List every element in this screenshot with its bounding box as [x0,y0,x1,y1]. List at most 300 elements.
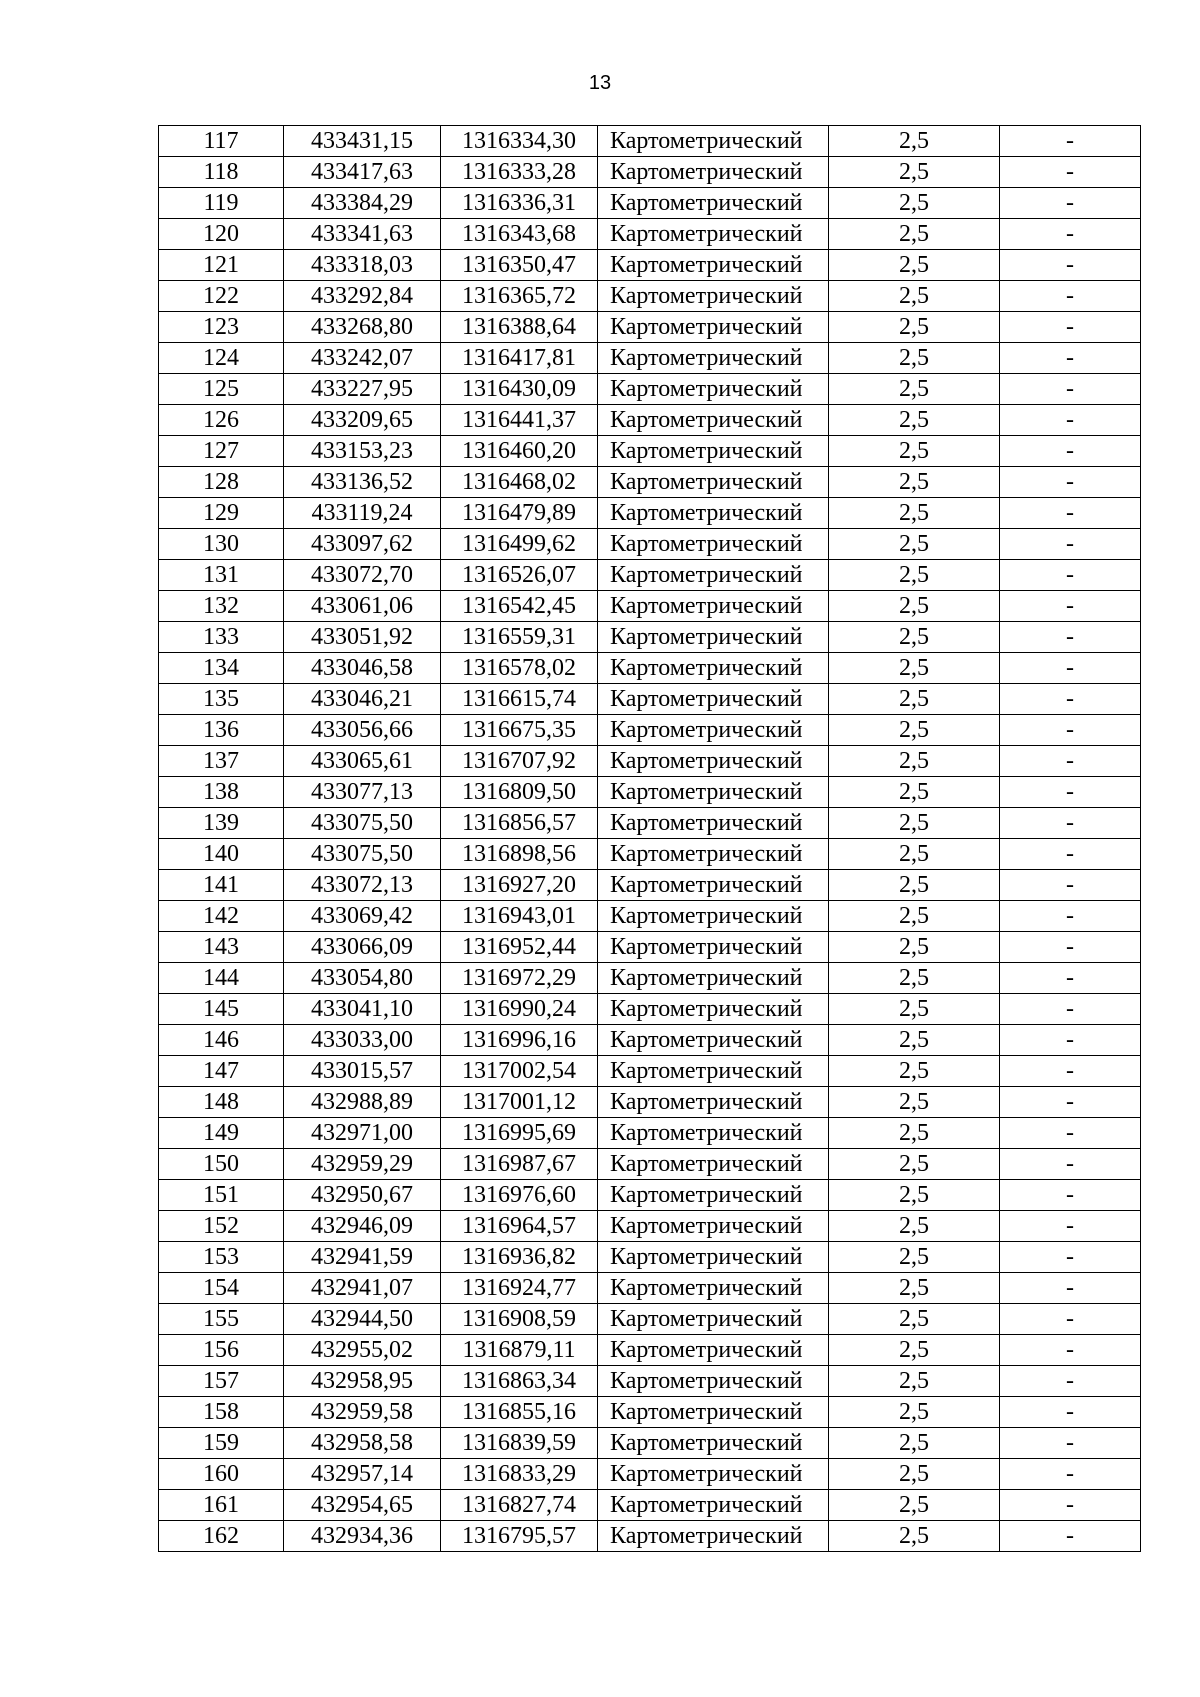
x-coordinate-cell: 433242,07 [284,343,441,374]
table-row [159,126,1141,157]
table-row [159,436,1141,467]
description-cell: - [1000,1459,1141,1490]
y-coordinate-cell: 1316879,11 [441,1335,598,1366]
x-coordinate-cell: 432934,36 [284,1521,441,1552]
x-coordinate-cell: 433097,62 [284,529,441,560]
accuracy-cell: 2,5 [829,250,1000,281]
accuracy-cell: 2,5 [829,436,1000,467]
accuracy-cell: 2,5 [829,1087,1000,1118]
table-row [159,1087,1141,1118]
point-number-cell: 118 [159,157,284,188]
method-cell: Картометрический [598,250,829,281]
x-coordinate-cell: 433292,84 [284,281,441,312]
point-number-cell: 126 [159,405,284,436]
y-coordinate-cell: 1316863,34 [441,1366,598,1397]
x-coordinate-cell: 433075,50 [284,808,441,839]
table-row [159,188,1141,219]
point-number-cell: 161 [159,1490,284,1521]
description-cell: - [1000,901,1141,932]
accuracy-cell: 2,5 [829,932,1000,963]
table-row [159,1521,1141,1552]
description-cell: - [1000,684,1141,715]
description-cell: - [1000,622,1141,653]
table-row [159,1149,1141,1180]
y-coordinate-cell: 1316952,44 [441,932,598,963]
accuracy-cell: 2,5 [829,281,1000,312]
point-number-cell: 141 [159,870,284,901]
accuracy-cell: 2,5 [829,963,1000,994]
point-number-cell: 131 [159,560,284,591]
table-row [159,777,1141,808]
x-coordinate-cell: 432954,65 [284,1490,441,1521]
description-cell: - [1000,591,1141,622]
accuracy-cell: 2,5 [829,467,1000,498]
point-number-cell: 119 [159,188,284,219]
x-coordinate-cell: 433056,66 [284,715,441,746]
y-coordinate-cell: 1316990,24 [441,994,598,1025]
accuracy-cell: 2,5 [829,219,1000,250]
point-number-cell: 159 [159,1428,284,1459]
description-cell: - [1000,188,1141,219]
x-coordinate-cell: 433341,63 [284,219,441,250]
method-cell: Картометрический [598,622,829,653]
point-number-cell: 127 [159,436,284,467]
point-number-cell: 124 [159,343,284,374]
method-cell: Картометрический [598,1459,829,1490]
point-number-cell: 129 [159,498,284,529]
description-cell: - [1000,1428,1141,1459]
y-coordinate-cell: 1316964,57 [441,1211,598,1242]
y-coordinate-cell: 1316334,30 [441,126,598,157]
description-cell: - [1000,653,1141,684]
accuracy-cell: 2,5 [829,1118,1000,1149]
point-number-cell: 156 [159,1335,284,1366]
point-number-cell: 140 [159,839,284,870]
table-row [159,1459,1141,1490]
y-coordinate-cell: 1316559,31 [441,622,598,653]
description-cell: - [1000,498,1141,529]
y-coordinate-cell: 1316542,45 [441,591,598,622]
accuracy-cell: 2,5 [829,312,1000,343]
y-coordinate-cell: 1316987,67 [441,1149,598,1180]
table-row [159,901,1141,932]
table-row [159,1366,1141,1397]
method-cell: Картометрический [598,188,829,219]
accuracy-cell: 2,5 [829,715,1000,746]
table-row [159,1118,1141,1149]
table-row [159,591,1141,622]
method-cell: Картометрический [598,684,829,715]
description-cell: - [1000,560,1141,591]
point-number-cell: 149 [159,1118,284,1149]
method-cell: Картометрический [598,1211,829,1242]
coordinates-table [158,125,1141,1552]
point-number-cell: 144 [159,963,284,994]
table-row [159,529,1141,560]
method-cell: Картометрический [598,901,829,932]
x-coordinate-cell: 433069,42 [284,901,441,932]
table-row [159,1211,1141,1242]
page-number: 13 [588,72,612,94]
accuracy-cell: 2,5 [829,1490,1000,1521]
point-number-cell: 122 [159,281,284,312]
method-cell: Картометрический [598,653,829,684]
accuracy-cell: 2,5 [829,777,1000,808]
y-coordinate-cell: 1316795,57 [441,1521,598,1552]
description-cell: - [1000,1242,1141,1273]
table-row [159,963,1141,994]
method-cell: Картометрический [598,839,829,870]
description-cell: - [1000,1056,1141,1087]
point-number-cell: 154 [159,1273,284,1304]
x-coordinate-cell: 432988,89 [284,1087,441,1118]
description-cell: - [1000,994,1141,1025]
point-number-cell: 155 [159,1304,284,1335]
table-row [159,1397,1141,1428]
x-coordinate-cell: 433015,57 [284,1056,441,1087]
description-cell: - [1000,1273,1141,1304]
method-cell: Картометрический [598,963,829,994]
accuracy-cell: 2,5 [829,157,1000,188]
table-row [159,1025,1141,1056]
x-coordinate-cell: 432971,00 [284,1118,441,1149]
x-coordinate-cell: 433065,61 [284,746,441,777]
x-coordinate-cell: 433268,80 [284,312,441,343]
x-coordinate-cell: 432958,58 [284,1428,441,1459]
accuracy-cell: 2,5 [829,746,1000,777]
accuracy-cell: 2,5 [829,498,1000,529]
y-coordinate-cell: 1316350,47 [441,250,598,281]
point-number-cell: 152 [159,1211,284,1242]
accuracy-cell: 2,5 [829,839,1000,870]
x-coordinate-cell: 432944,50 [284,1304,441,1335]
table-row [159,1428,1141,1459]
method-cell: Картометрический [598,1180,829,1211]
table-row [159,1180,1141,1211]
y-coordinate-cell: 1316855,16 [441,1397,598,1428]
x-coordinate-cell: 433033,00 [284,1025,441,1056]
x-coordinate-cell: 433072,70 [284,560,441,591]
point-number-cell: 136 [159,715,284,746]
x-coordinate-cell: 432958,95 [284,1366,441,1397]
accuracy-cell: 2,5 [829,994,1000,1025]
y-coordinate-cell: 1316707,92 [441,746,598,777]
x-coordinate-cell: 432959,29 [284,1149,441,1180]
description-cell: - [1000,157,1141,188]
y-coordinate-cell: 1316417,81 [441,343,598,374]
method-cell: Картометрический [598,994,829,1025]
table-row [159,684,1141,715]
method-cell: Картометрический [598,1056,829,1087]
accuracy-cell: 2,5 [829,1521,1000,1552]
method-cell: Картометрический [598,932,829,963]
description-cell: - [1000,219,1141,250]
point-number-cell: 125 [159,374,284,405]
x-coordinate-cell: 432941,59 [284,1242,441,1273]
y-coordinate-cell: 1316827,74 [441,1490,598,1521]
point-number-cell: 158 [159,1397,284,1428]
y-coordinate-cell: 1316924,77 [441,1273,598,1304]
table-row [159,1056,1141,1087]
accuracy-cell: 2,5 [829,870,1000,901]
method-cell: Картометрический [598,219,829,250]
description-cell: - [1000,1397,1141,1428]
description-cell: - [1000,1490,1141,1521]
method-cell: Картометрический [598,808,829,839]
accuracy-cell: 2,5 [829,1056,1000,1087]
description-cell: - [1000,1118,1141,1149]
y-coordinate-cell: 1316526,07 [441,560,598,591]
x-coordinate-cell: 432957,14 [284,1459,441,1490]
accuracy-cell: 2,5 [829,1459,1000,1490]
accuracy-cell: 2,5 [829,188,1000,219]
y-coordinate-cell: 1316479,89 [441,498,598,529]
method-cell: Картометрический [598,1304,829,1335]
y-coordinate-cell: 1316976,60 [441,1180,598,1211]
table-row [159,1304,1141,1335]
x-coordinate-cell: 433227,95 [284,374,441,405]
y-coordinate-cell: 1316441,37 [441,405,598,436]
coordinates-table-body [159,126,1141,1552]
method-cell: Картометрический [598,1366,829,1397]
point-number-cell: 134 [159,653,284,684]
y-coordinate-cell: 1316675,35 [441,715,598,746]
x-coordinate-cell: 433417,63 [284,157,441,188]
method-cell: Картометрический [598,467,829,498]
method-cell: Картометрический [598,560,829,591]
y-coordinate-cell: 1316578,02 [441,653,598,684]
method-cell: Картометрический [598,591,829,622]
accuracy-cell: 2,5 [829,591,1000,622]
point-number-cell: 147 [159,1056,284,1087]
description-cell: - [1000,715,1141,746]
method-cell: Картометрический [598,529,829,560]
description-cell: - [1000,808,1141,839]
accuracy-cell: 2,5 [829,560,1000,591]
method-cell: Картометрический [598,1521,829,1552]
description-cell: - [1000,777,1141,808]
y-coordinate-cell: 1316615,74 [441,684,598,715]
method-cell: Картометрический [598,1490,829,1521]
point-number-cell: 138 [159,777,284,808]
method-cell: Картометрический [598,1397,829,1428]
method-cell: Картометрический [598,374,829,405]
y-coordinate-cell: 1317001,12 [441,1087,598,1118]
y-coordinate-cell: 1316388,64 [441,312,598,343]
accuracy-cell: 2,5 [829,1304,1000,1335]
x-coordinate-cell: 433153,23 [284,436,441,467]
y-coordinate-cell: 1316972,29 [441,963,598,994]
method-cell: Картометрический [598,157,829,188]
x-coordinate-cell: 433046,58 [284,653,441,684]
table-row [159,839,1141,870]
x-coordinate-cell: 433077,13 [284,777,441,808]
accuracy-cell: 2,5 [829,529,1000,560]
table-row [159,560,1141,591]
accuracy-cell: 2,5 [829,1025,1000,1056]
table-row [159,1273,1141,1304]
accuracy-cell: 2,5 [829,1180,1000,1211]
y-coordinate-cell: 1316927,20 [441,870,598,901]
method-cell: Картометрический [598,1335,829,1366]
y-coordinate-cell: 1316343,68 [441,219,598,250]
method-cell: Картометрический [598,1025,829,1056]
description-cell: - [1000,281,1141,312]
description-cell: - [1000,932,1141,963]
y-coordinate-cell: 1316833,29 [441,1459,598,1490]
x-coordinate-cell: 433072,13 [284,870,441,901]
description-cell: - [1000,1025,1141,1056]
point-number-cell: 162 [159,1521,284,1552]
description-cell: - [1000,963,1141,994]
accuracy-cell: 2,5 [829,1149,1000,1180]
x-coordinate-cell: 433041,10 [284,994,441,1025]
description-cell: - [1000,1149,1141,1180]
point-number-cell: 146 [159,1025,284,1056]
method-cell: Картометрический [598,870,829,901]
accuracy-cell: 2,5 [829,653,1000,684]
description-cell: - [1000,1180,1141,1211]
method-cell: Картометрический [598,126,829,157]
x-coordinate-cell: 433054,80 [284,963,441,994]
x-coordinate-cell: 432950,67 [284,1180,441,1211]
x-coordinate-cell: 433051,92 [284,622,441,653]
y-coordinate-cell: 1316499,62 [441,529,598,560]
x-coordinate-cell: 433075,50 [284,839,441,870]
method-cell: Картометрический [598,1242,829,1273]
accuracy-cell: 2,5 [829,1428,1000,1459]
table-row [159,1242,1141,1273]
table-row [159,281,1141,312]
y-coordinate-cell: 1316460,20 [441,436,598,467]
table-row [159,808,1141,839]
y-coordinate-cell: 1316365,72 [441,281,598,312]
point-number-cell: 137 [159,746,284,777]
description-cell: - [1000,1521,1141,1552]
x-coordinate-cell: 433066,09 [284,932,441,963]
y-coordinate-cell: 1316936,82 [441,1242,598,1273]
accuracy-cell: 2,5 [829,126,1000,157]
description-cell: - [1000,529,1141,560]
description-cell: - [1000,343,1141,374]
description-cell: - [1000,870,1141,901]
point-number-cell: 135 [159,684,284,715]
description-cell: - [1000,312,1141,343]
description-cell: - [1000,374,1141,405]
method-cell: Картометрический [598,1149,829,1180]
description-cell: - [1000,839,1141,870]
y-coordinate-cell: 1316430,09 [441,374,598,405]
y-coordinate-cell: 1317002,54 [441,1056,598,1087]
description-cell: - [1000,1304,1141,1335]
point-number-cell: 148 [159,1087,284,1118]
y-coordinate-cell: 1316333,28 [441,157,598,188]
x-coordinate-cell: 433318,03 [284,250,441,281]
point-number-cell: 151 [159,1180,284,1211]
table-row [159,715,1141,746]
x-coordinate-cell: 433046,21 [284,684,441,715]
x-coordinate-cell: 432959,58 [284,1397,441,1428]
accuracy-cell: 2,5 [829,1273,1000,1304]
point-number-cell: 130 [159,529,284,560]
method-cell: Картометрический [598,746,829,777]
description-cell: - [1000,405,1141,436]
method-cell: Картометрический [598,1118,829,1149]
table-row [159,622,1141,653]
method-cell: Картометрический [598,715,829,746]
x-coordinate-cell: 433431,15 [284,126,441,157]
description-cell: - [1000,126,1141,157]
point-number-cell: 142 [159,901,284,932]
table-row [159,467,1141,498]
table-row [159,1490,1141,1521]
accuracy-cell: 2,5 [829,1397,1000,1428]
y-coordinate-cell: 1316468,02 [441,467,598,498]
accuracy-cell: 2,5 [829,622,1000,653]
method-cell: Картометрический [598,498,829,529]
table-row [159,343,1141,374]
x-coordinate-cell: 433209,65 [284,405,441,436]
point-number-cell: 139 [159,808,284,839]
table-row [159,374,1141,405]
point-number-cell: 128 [159,467,284,498]
x-coordinate-cell: 433119,24 [284,498,441,529]
table-row [159,932,1141,963]
y-coordinate-cell: 1316809,50 [441,777,598,808]
accuracy-cell: 2,5 [829,901,1000,932]
table-row [159,994,1141,1025]
method-cell: Картометрический [598,312,829,343]
x-coordinate-cell: 433061,06 [284,591,441,622]
method-cell: Картометрический [598,343,829,374]
y-coordinate-cell: 1316856,57 [441,808,598,839]
y-coordinate-cell: 1316996,16 [441,1025,598,1056]
accuracy-cell: 2,5 [829,684,1000,715]
method-cell: Картометрический [598,1428,829,1459]
table-row [159,870,1141,901]
point-number-cell: 123 [159,312,284,343]
table-row [159,746,1141,777]
point-number-cell: 117 [159,126,284,157]
point-number-cell: 157 [159,1366,284,1397]
table-row [159,157,1141,188]
point-number-cell: 145 [159,994,284,1025]
y-coordinate-cell: 1316943,01 [441,901,598,932]
table-row [159,653,1141,684]
x-coordinate-cell: 432946,09 [284,1211,441,1242]
point-number-cell: 150 [159,1149,284,1180]
point-number-cell: 133 [159,622,284,653]
description-cell: - [1000,746,1141,777]
accuracy-cell: 2,5 [829,1366,1000,1397]
method-cell: Картометрический [598,405,829,436]
table-row [159,1335,1141,1366]
description-cell: - [1000,250,1141,281]
point-number-cell: 120 [159,219,284,250]
description-cell: - [1000,467,1141,498]
description-cell: - [1000,436,1141,467]
accuracy-cell: 2,5 [829,1335,1000,1366]
y-coordinate-cell: 1316839,59 [441,1428,598,1459]
x-coordinate-cell: 432955,02 [284,1335,441,1366]
accuracy-cell: 2,5 [829,405,1000,436]
y-coordinate-cell: 1316898,56 [441,839,598,870]
table-row [159,405,1141,436]
point-number-cell: 153 [159,1242,284,1273]
x-coordinate-cell: 433384,29 [284,188,441,219]
y-coordinate-cell: 1316336,31 [441,188,598,219]
table-row [159,250,1141,281]
